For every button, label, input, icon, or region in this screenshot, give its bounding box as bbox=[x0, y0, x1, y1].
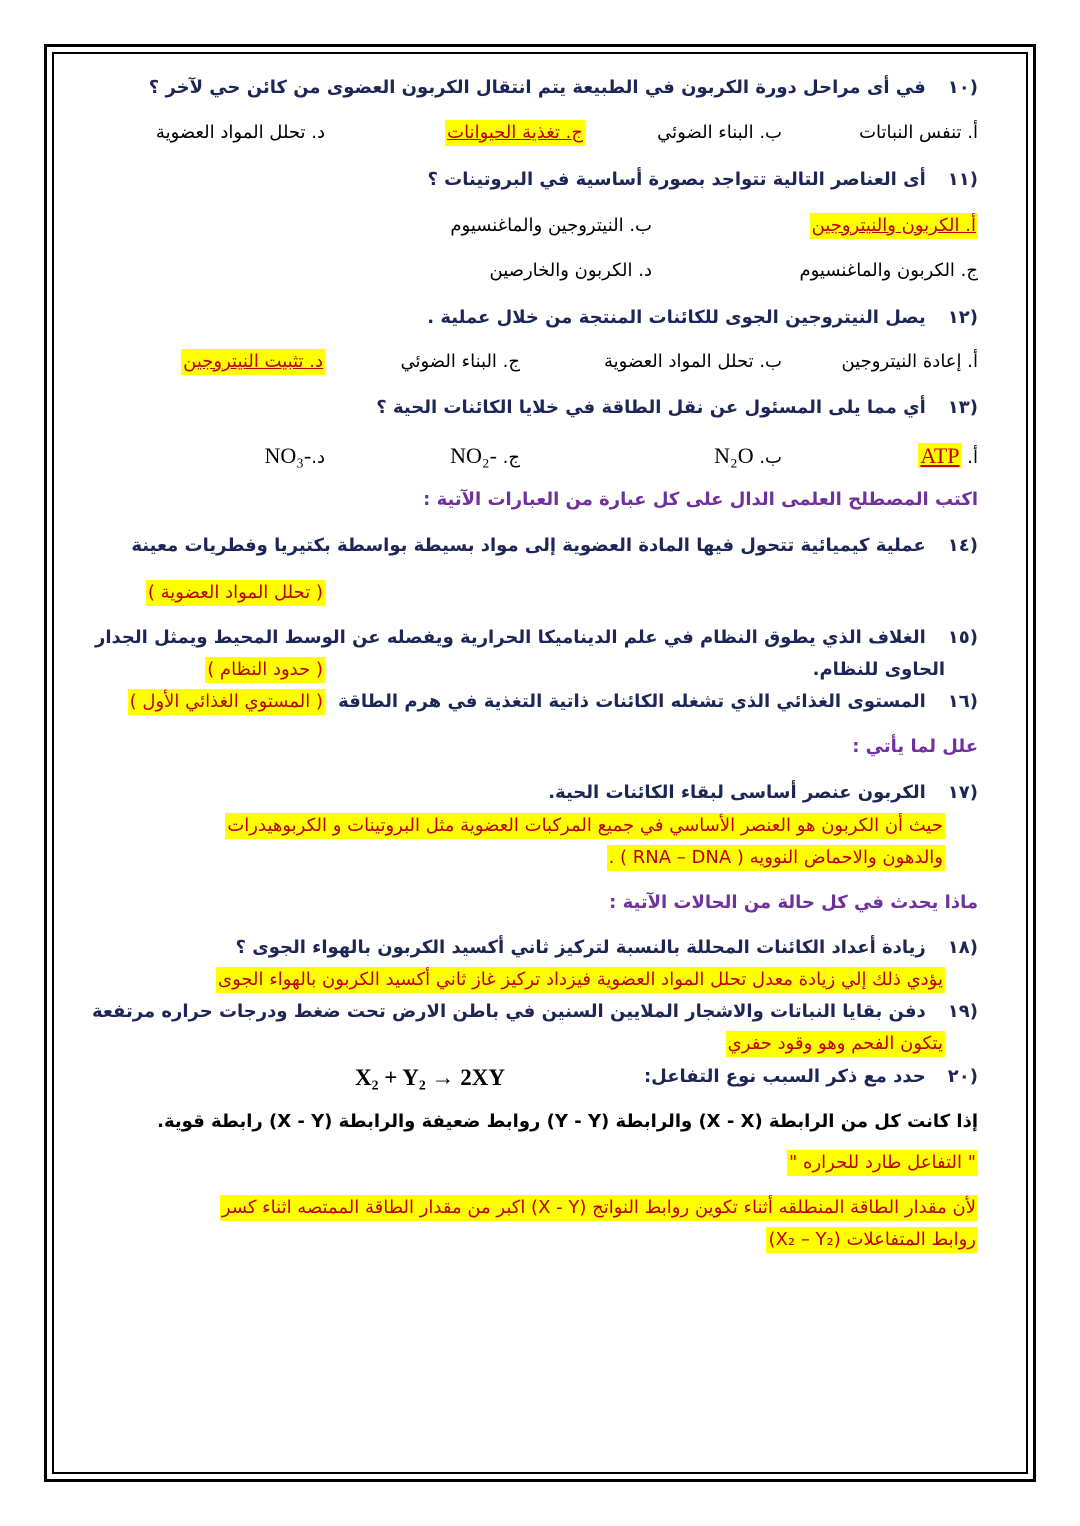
question-15-continued: الحاوى للنظام. bbox=[812, 659, 945, 680]
question-16 bbox=[338, 689, 978, 715]
option-a-correct: أ. الكربون والنيتروجين bbox=[810, 213, 978, 239]
question-text: في أى مراحل دورة الكربون في الطبيعة يتم انتقال الكربون العضوى من كائن حي لآخر ؟ bbox=[148, 77, 926, 98]
answer-18: يؤدي ذلك إلي زيادة معدل تحلل المواد العضوية فيزداد تركيز غاز ثاني أكسيد الكربون بالهواء الجوى bbox=[216, 967, 945, 993]
option-d-correct: د. تثبيت النيتروجين bbox=[181, 349, 325, 375]
answer-16: ( المستوي الغذائي الأول ) bbox=[128, 689, 325, 715]
question-number: ١٣) bbox=[947, 397, 978, 418]
question-number: ١٥) bbox=[947, 627, 978, 648]
question-text: أي مما يلى المسئول عن نقل الطاقة في خلايا الكائنات الحية ؟ bbox=[376, 397, 926, 418]
question-text: دفن بقايا النباتات والاشجار الملايين السنين في باطن الارض تحت ضغط ودرجات حراره مرتفعة bbox=[91, 1001, 926, 1022]
answer-17-line1: حيث أن الكربون هو العنصر الأساسي في جميع المركبات العضوية مثل البروتينات و الكربوهيدرات bbox=[225, 813, 945, 839]
question-text: الكربون عنصر أساسى لبقاء الكائنات الحية. bbox=[548, 782, 926, 803]
answer-17-line2: والدهون والاحماض النوويه ( RNA – DNA ) . bbox=[607, 845, 945, 871]
option-c: ج. البناء الضوئي bbox=[400, 351, 520, 372]
answer-19: يتكون الفحم وهو وقود حفري bbox=[726, 1031, 945, 1057]
option-value: N₂O bbox=[714, 443, 754, 468]
answer-20-reason-line2: روابط المتفاعلات (X₂ – Y₂) bbox=[766, 1227, 978, 1253]
option-a: أ. إعادة النيتروجين bbox=[841, 351, 978, 372]
question-number: ١٢) bbox=[947, 307, 978, 328]
question-20 bbox=[644, 1064, 978, 1090]
question-number: ٢٠) bbox=[947, 1066, 978, 1087]
option-d: د. تحلل المواد العضوية bbox=[155, 122, 325, 143]
option-prefix: ج. bbox=[502, 447, 520, 468]
question-11 bbox=[427, 167, 978, 193]
option-b: ب. النيتروجين والماغنسيوم bbox=[450, 215, 652, 236]
answer-20-reason-line1: لأن مقدار الطاقة المنطلقه أثناء تكوين روابط النواتج (X - Y) اكبر من مقدار الطاقة الممتصه اثناء كسر bbox=[220, 1195, 978, 1221]
option-c bbox=[450, 443, 520, 471]
question-13 bbox=[376, 395, 978, 421]
option-b: ب. تحلل المواد العضوية bbox=[604, 351, 782, 372]
option-d: د. الكربون والخارصين bbox=[489, 260, 652, 281]
section-heading-terms: اكتب المصطلح العلمى الدال على كل عبارة من العبارات الآتية : bbox=[423, 489, 978, 510]
option-b: ب. البناء الضوئي bbox=[657, 122, 782, 143]
option-b bbox=[714, 443, 782, 471]
question-17 bbox=[548, 780, 978, 806]
question-number: ١٧) bbox=[947, 782, 978, 803]
question-10 bbox=[149, 75, 978, 101]
option-value: -NO₂ bbox=[450, 443, 497, 468]
question-text: يصل النيتروجين الجوى للكائنات المنتجة من خلال عملية . bbox=[427, 307, 926, 328]
question-text: الغلاف الذي يطوق النظام في علم الديناميكا الحرارية ويفصله عن الوسط المحيط ويمثل الجدار bbox=[94, 627, 926, 648]
question-19 bbox=[92, 999, 978, 1025]
option-prefix: د. bbox=[311, 447, 325, 468]
question-number: ١١) bbox=[947, 169, 978, 190]
question-text: زيادة أعداد الكائنات المحللة بالنسبة لتركيز ثاني أكسيد الكربون بالهواء الجوى ؟ bbox=[235, 937, 926, 958]
question-number: ١٩) bbox=[947, 1001, 978, 1022]
question-15 bbox=[95, 625, 978, 651]
option-value: -NO₃ bbox=[264, 443, 312, 468]
question-text: عملية كيميائية تتحول فيها المادة العضوية إلى مواد بسيطة بواسطة بكتيريا وفطريات معينة bbox=[131, 535, 926, 556]
reaction-equation: X₂ + Y₂ → 2XY bbox=[355, 1065, 505, 1090]
question-20-condition: إذا كانت كل من الرابطة (X - X) والرابطة (Y - Y) روابط ضعيفة والرابطة (X - Y) رابطة قوية. bbox=[157, 1111, 978, 1132]
option-d bbox=[264, 443, 325, 471]
question-text: المستوى الغذائي الذي تشغله الكائنات ذاتية التغذية في هرم الطاقة bbox=[338, 691, 926, 712]
option-prefix: ب. bbox=[759, 447, 782, 468]
question-number: ١٤) bbox=[947, 535, 978, 556]
option-a: أ. تنفس النباتات bbox=[859, 122, 978, 143]
question-number: ١٦) bbox=[947, 691, 978, 712]
question-18 bbox=[235, 935, 978, 961]
question-number: ١٠) bbox=[947, 77, 978, 98]
section-heading-explain: علل لما يأتي : bbox=[852, 736, 978, 757]
section-heading-what-happens: ماذا يحدث في كل حالة من الحالات الآتية : bbox=[609, 892, 978, 913]
option-c: ج. الكربون والماغنسيوم bbox=[799, 260, 978, 281]
question-14 bbox=[131, 533, 978, 559]
option-a bbox=[918, 443, 978, 471]
question-number: ١٨) bbox=[947, 937, 978, 958]
option-value-correct: ATP bbox=[920, 443, 960, 468]
option-prefix: أ. bbox=[967, 447, 978, 468]
question-12 bbox=[427, 305, 978, 331]
question-text: أى العناصر التالية تتواجد بصورة أساسية في البروتينات ؟ bbox=[427, 169, 926, 190]
answer-15: ( حدود النظام ) bbox=[205, 657, 325, 683]
option-c-correct: ج. تغذية الحيوانات bbox=[445, 120, 585, 146]
answer-20: " التفاعل طارد للحراره " bbox=[787, 1150, 978, 1176]
question-text: حدد مع ذكر السبب نوع التفاعل: bbox=[643, 1066, 926, 1087]
answer-14: ( تحلل المواد العضوية ) bbox=[146, 580, 325, 606]
